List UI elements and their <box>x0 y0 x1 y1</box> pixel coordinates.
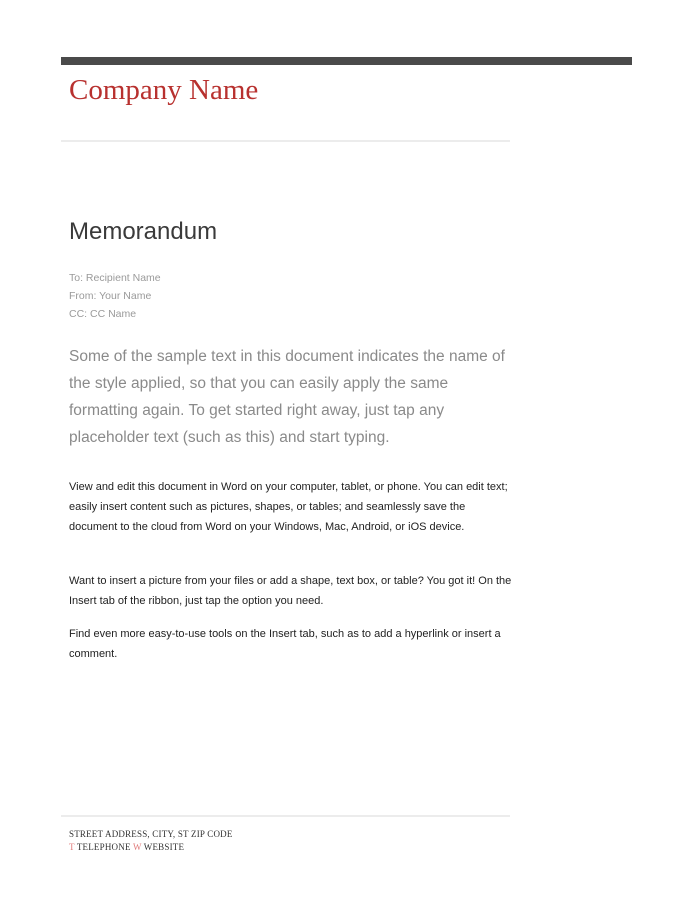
memo-to[interactable]: To: Recipient Name <box>69 272 161 284</box>
footer-divider <box>61 815 510 817</box>
memo-cc[interactable]: CC: CC Name <box>69 308 137 320</box>
footer-contact <box>69 841 233 854</box>
memo-meta <box>69 269 161 323</box>
body-paragraph[interactable]: Want to insert a picture from your files or add a shape, text box, or table? You got it! On the Insert tab of the ribbon, just tap the option you need. <box>69 575 512 607</box>
telephone-marker: T <box>69 842 75 852</box>
memo-from[interactable]: From: Your Name <box>69 290 152 302</box>
body-paragraph[interactable]: View and edit this document in Word on your computer, tablet, or phone. You can edit text; easily insert content such as pictures, shapes, or tables; and seamlessly save the document to the cloud from Word on your Windows, Mac, Android, or iOS device. <box>69 481 508 533</box>
intro-paragraph[interactable]: Some of the sample text in this document indicates the name of the style applied, so that you can easily apply the same formatting again. To get started right away, just tap any placeholder text (such as this) and start typing. <box>69 348 505 446</box>
memo-title[interactable]: Memorandum <box>69 218 218 245</box>
company-name[interactable]: Company Name <box>69 74 259 106</box>
footer <box>69 828 233 854</box>
footer-website[interactable]: WEBSITE <box>143 842 185 852</box>
footer-telephone[interactable]: TELEPHONE <box>76 842 131 852</box>
website-marker: W <box>132 842 142 852</box>
header-divider <box>61 140 510 142</box>
header-bar <box>61 57 632 65</box>
footer-address[interactable]: STREET ADDRESS, CITY, ST ZIP CODE <box>69 829 233 839</box>
body-paragraph[interactable]: Find even more easy-to-use tools on the Insert tab, such as to add a hyperlink or insert a comment. <box>69 628 501 660</box>
